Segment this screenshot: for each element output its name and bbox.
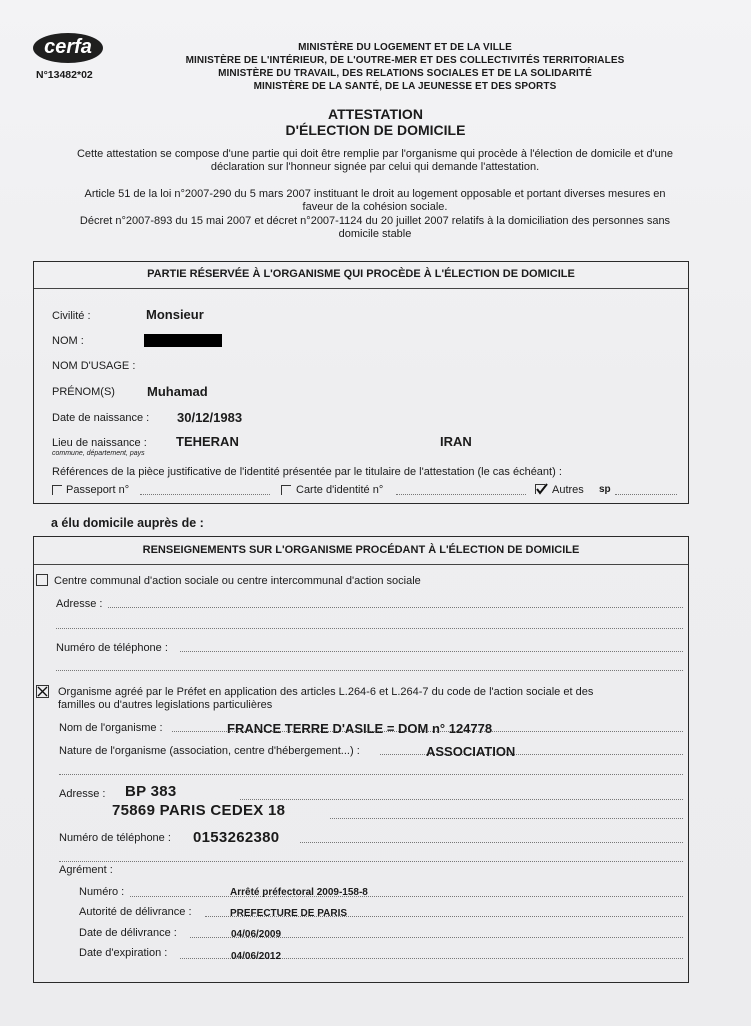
nom-usage-label: NOM D'USAGE :: [52, 360, 136, 372]
law-line-1: Article 51 de la loi n°2007-290 du 5 mars 2007 instituant le droit au logement opposable et portant diverses mesures en: [84, 188, 666, 200]
carte-checkbox[interactable]: [281, 485, 291, 495]
ccas-adresse-label: Adresse :: [56, 598, 103, 610]
ministry-line-3: MINISTÈRE DU TRAVAIL, DES RELATIONS SOCIALES ET DE LA SOLIDARITÉ: [218, 68, 592, 79]
date-exp-label: Date d'expiration :: [79, 947, 168, 959]
dob-value: 30/12/1983: [177, 410, 243, 425]
ministry-line-1: MINISTÈRE DU LOGEMENT ET DE LA VILLE: [298, 42, 512, 53]
title-line-2: D'ÉLECTION DE DOMICILE: [285, 122, 466, 138]
ccas-label: Centre communal d'action sociale ou centre intercommunal d'action sociale: [54, 575, 421, 587]
agree-line-2: familles ou d'autres legislations particulières: [58, 699, 273, 711]
org-tel-dots: [300, 842, 683, 843]
org-adresse-line-1: BP 383: [125, 783, 177, 800]
nom-redaction: [144, 334, 222, 347]
ccas-checkbox[interactable]: [36, 574, 48, 586]
passeport-label: Passeport n°: [66, 484, 130, 496]
date-exp-value: 04/06/2012: [231, 951, 282, 962]
section-divider: [34, 288, 688, 289]
org-nature-value: ASSOCIATION: [426, 744, 516, 759]
agree-line-1: Organisme agréé par le Préfet en application des articles L.264-6 et L.264-7 du code de l'action sociale et des: [58, 686, 594, 698]
autres-checkbox[interactable]: [535, 483, 547, 495]
intro-line-2: déclaration sur l'honneur signée par celui qui demande l'attestation.: [210, 161, 540, 173]
org-adresse-dots-2: [240, 799, 683, 800]
lieu-city-value: TEHERAN: [176, 434, 239, 449]
ccas-tel-dots-2: [56, 670, 683, 671]
numero-value: Arrêté préfectoral 2009-158-8: [230, 887, 368, 898]
org-adresse-line-2: 75869 PARIS CEDEX 18: [112, 802, 286, 819]
intro-line-1: Cette attestation se compose d'une partie qui doit être remplie par l'organisme qui procède à l'élection de domicile et d'une: [76, 148, 674, 160]
lieu-sublabel: commune, département, pays: [52, 450, 145, 457]
org-nature-dots-2: [59, 774, 683, 775]
autorite-value: PREFECTURE DE PARIS: [230, 908, 348, 919]
agrement-label: Agrément :: [59, 864, 113, 876]
check-mark-icon: [535, 483, 549, 495]
carte-label: Carte d'identité n°: [296, 484, 384, 496]
org-nature-label: Nature de l'organisme (association, centre d'hébergement...) :: [59, 745, 360, 757]
section-org-heading: RENSEIGNEMENTS SUR L'ORGANISME PROCÉDANT À L'ÉLECTION DE DOMICILE: [142, 544, 580, 556]
org-adresse-dots: [330, 818, 683, 819]
ccas-tel-dots: [180, 651, 683, 652]
agree-checkbox[interactable]: [36, 685, 49, 698]
lieu-country-value: IRAN: [440, 434, 472, 449]
law-line-4: domicile stable: [338, 228, 412, 240]
nom-label: NOM :: [52, 335, 84, 347]
numero-dots: [130, 896, 683, 897]
section-divider: [34, 564, 688, 565]
prenom-value: Muhamad: [147, 384, 208, 399]
passeport-dots: [140, 494, 270, 495]
section-identity-heading: PARTIE RÉSERVÉE À L'ORGANISME QUI PROCÈDE À L'ÉLECTION DE DOMICILE: [147, 268, 575, 280]
ccas-adresse-dots: [108, 607, 683, 608]
autres-dots: [615, 494, 677, 495]
dob-label: Date de naissance :: [52, 412, 150, 424]
org-tel-dots-2: [59, 861, 683, 862]
civilite-value: Monsieur: [146, 307, 204, 322]
ministry-line-4: MINISTÈRE DE LA SANTÉ, DE LA JEUNESSE ET DES SPORTS: [253, 81, 557, 92]
numero-label: Numéro :: [79, 886, 125, 898]
date-deliv-label: Date de délivrance :: [79, 927, 177, 939]
autres-label: Autres: [552, 484, 584, 496]
autorite-label: Autorité de délivrance :: [79, 906, 192, 918]
carte-dots: [396, 494, 526, 495]
cerfa-logo: cerfa: [33, 33, 103, 63]
civilite-label: Civilité :: [52, 310, 91, 322]
lieu-label: Lieu de naissance :: [52, 437, 147, 449]
org-tel-value: 0153262380: [193, 829, 280, 846]
law-line-2: faveur de la cohésion sociale.: [302, 201, 448, 213]
elu-domicile-text: a élu domicile auprès de :: [51, 516, 204, 530]
date-deliv-value: 04/06/2009: [231, 929, 282, 940]
refs-label: Références de la pièce justificative de l'identité présentée par le titulaire de l'attestation (le cas échéant) :: [52, 466, 562, 478]
law-line-3: Décret n°2007-893 du 15 mai 2007 et décret n°2007-1124 du 20 juillet 2007 relatifs à la domiciliation des personnes sans: [79, 215, 671, 227]
org-nom-value: FRANCE TERRE D'ASILE = DOM n° 124778: [227, 721, 493, 736]
org-adresse-label: Adresse :: [59, 788, 106, 800]
ccas-tel-label: Numéro de téléphone :: [56, 642, 168, 654]
cross-mark-icon: [37, 686, 48, 697]
org-tel-label: Numéro de téléphone :: [59, 832, 171, 844]
autres-value: sp: [599, 484, 611, 495]
ccas-adresse-dots-2: [56, 628, 683, 629]
org-nom-label: Nom de l'organisme :: [59, 722, 163, 734]
passeport-checkbox[interactable]: [52, 485, 62, 495]
ministry-line-2: MINISTÈRE DE L'INTÉRIEUR, DE L'OUTRE-MER ET DES COLLECTIVITÉS TERRITORIALES: [185, 55, 625, 66]
form-number: N°13482*02: [36, 69, 93, 81]
prenom-label: PRÉNOM(S): [52, 386, 115, 398]
title-line-1: ATTESTATION: [328, 106, 423, 122]
